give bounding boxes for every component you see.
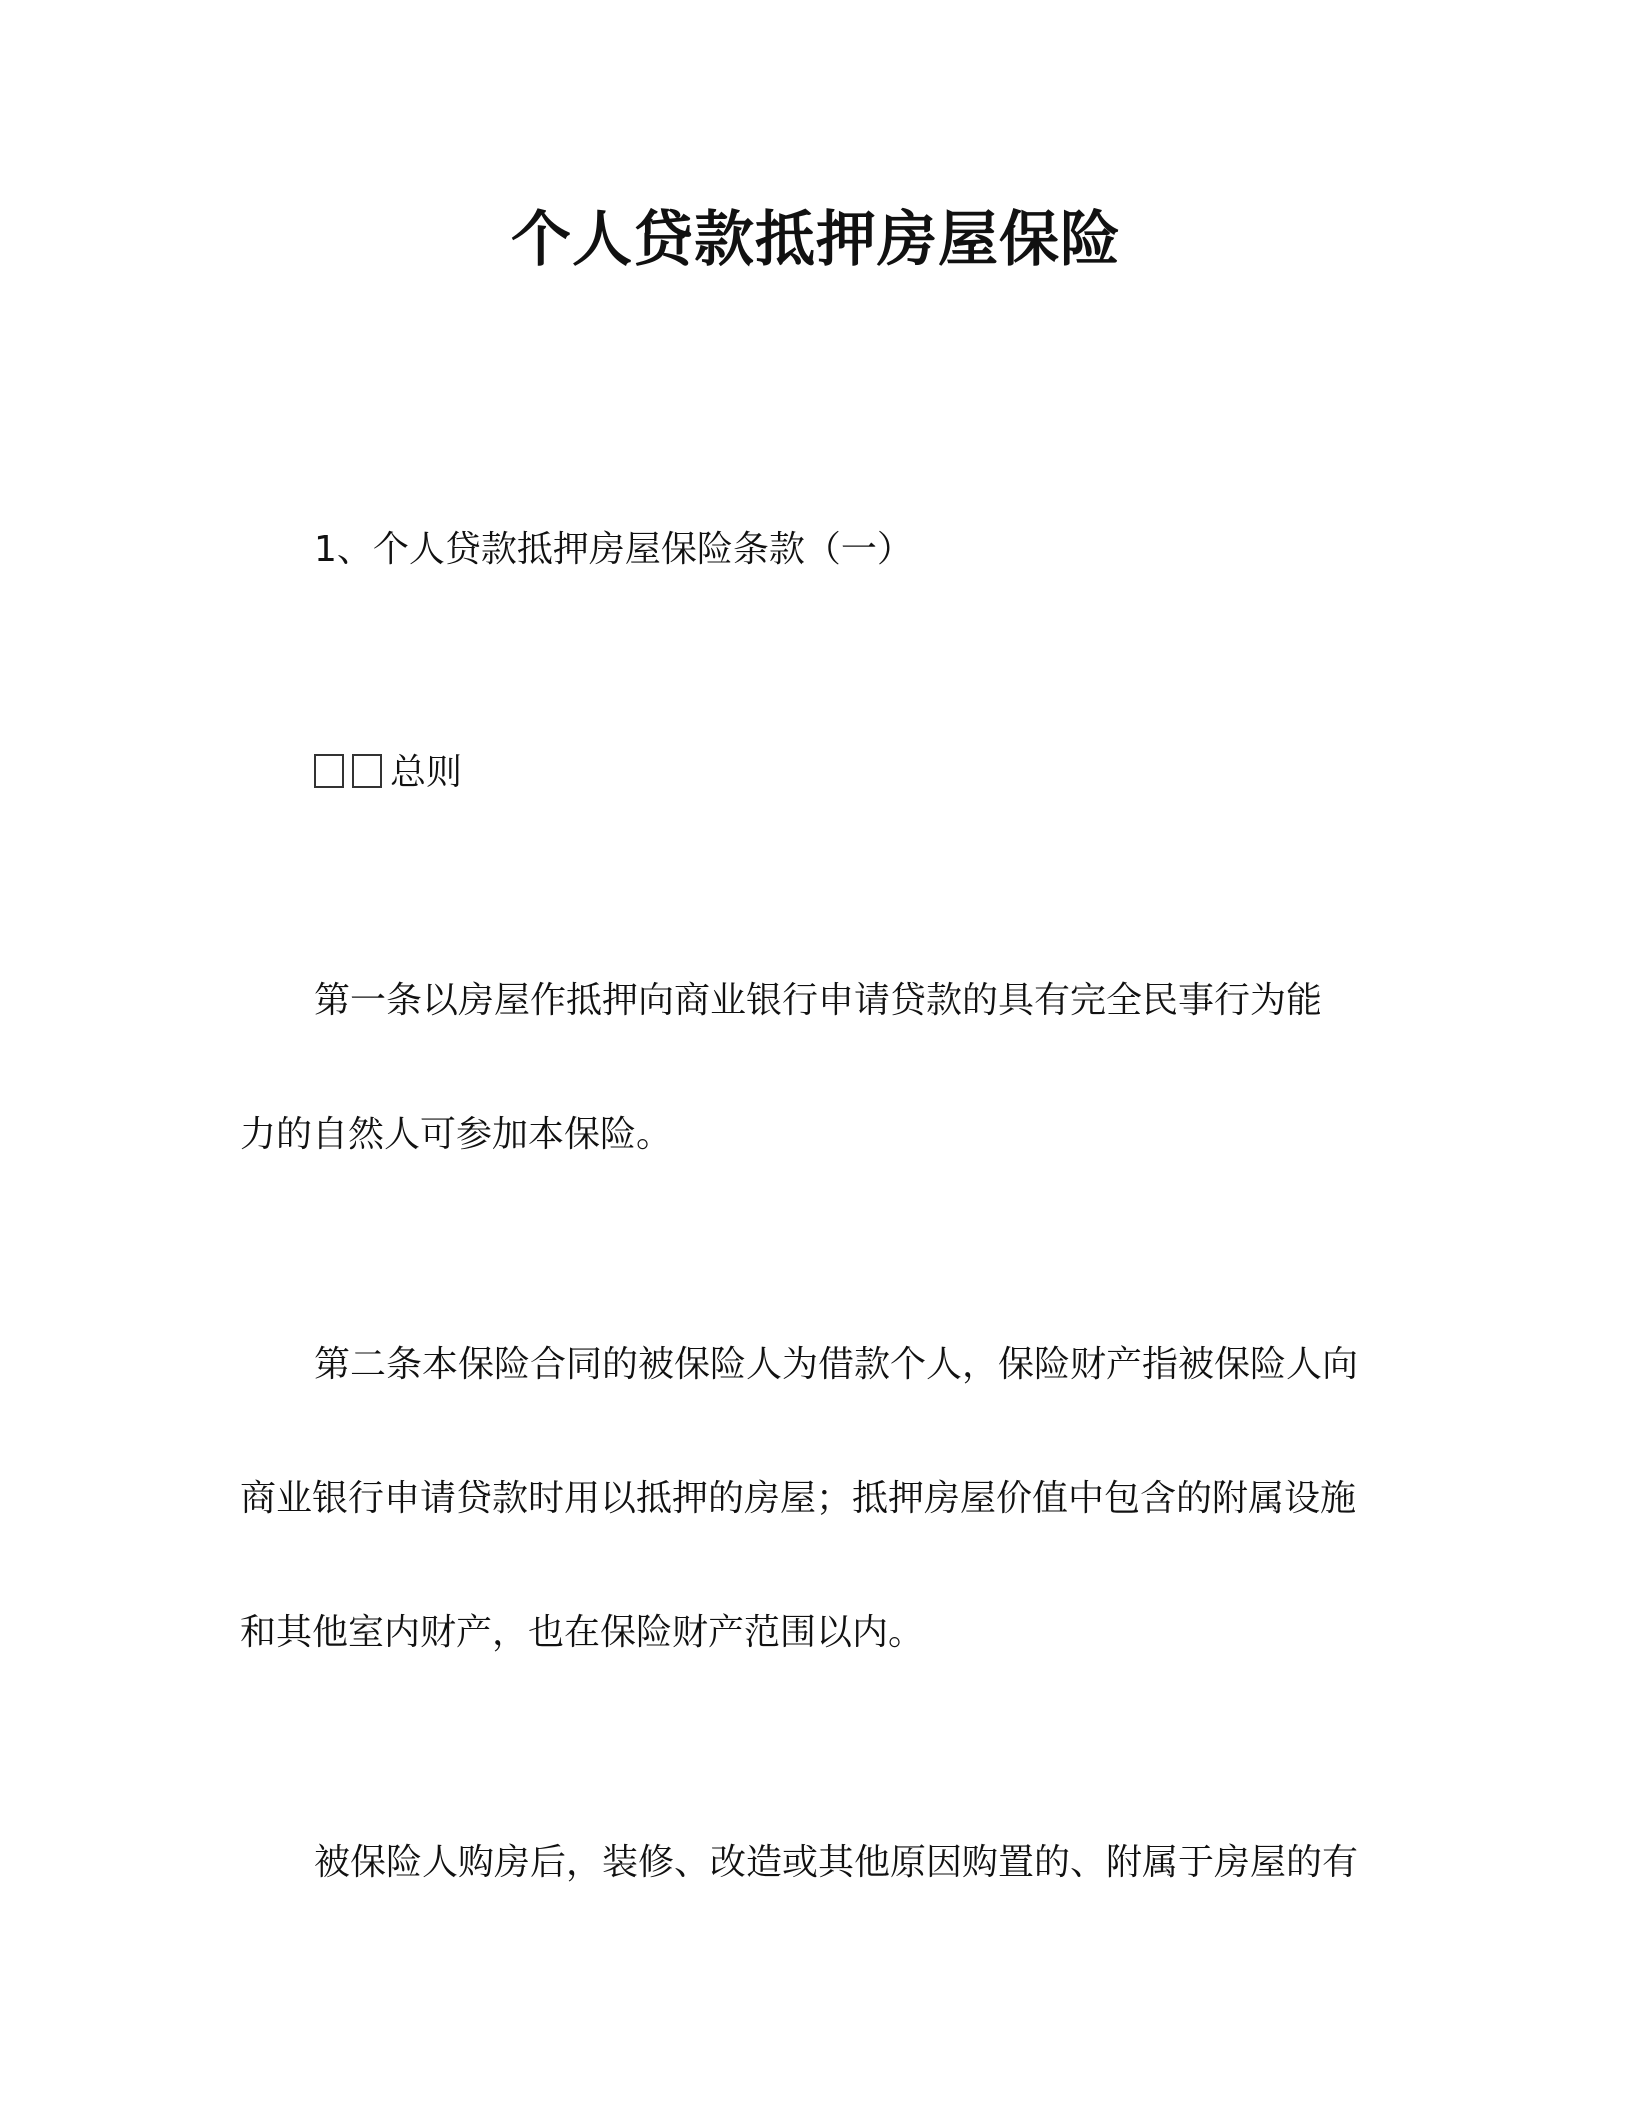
section-heading: 1、个人贷款抵押房屋保险条款（一）: [314, 529, 913, 570]
article-2-line-3: 和其他室内财产，也在保险财产范围以内。: [240, 1612, 925, 1653]
article-1-line-1: 第一条以房屋作抵押向商业银行申请贷款的具有完全民事行为能: [314, 980, 1323, 1021]
paragraph-3-line-1: 被保险人购房后，装修、改造或其他原因购置的、附属于房屋的有: [314, 1842, 1359, 1883]
article-1-line-2: 力的自然人可参加本保险。: [240, 1114, 673, 1155]
article-2-line-2: 商业银行申请贷款时用以抵押的房屋；抵押房屋价值中包含的附属设施: [240, 1478, 1357, 1519]
chapter-heading-label: 总则: [390, 752, 463, 793]
chapter-heading: [314, 748, 462, 798]
article-2-line-1: 第二条本保险合同的被保险人为借款个人，保险财产指被保险人向: [314, 1344, 1359, 1385]
document-title: 个人贷款抵押房屋保险: [511, 205, 1121, 275]
missing-glyph-icon: [314, 754, 344, 788]
missing-glyph-icon: [352, 754, 382, 788]
